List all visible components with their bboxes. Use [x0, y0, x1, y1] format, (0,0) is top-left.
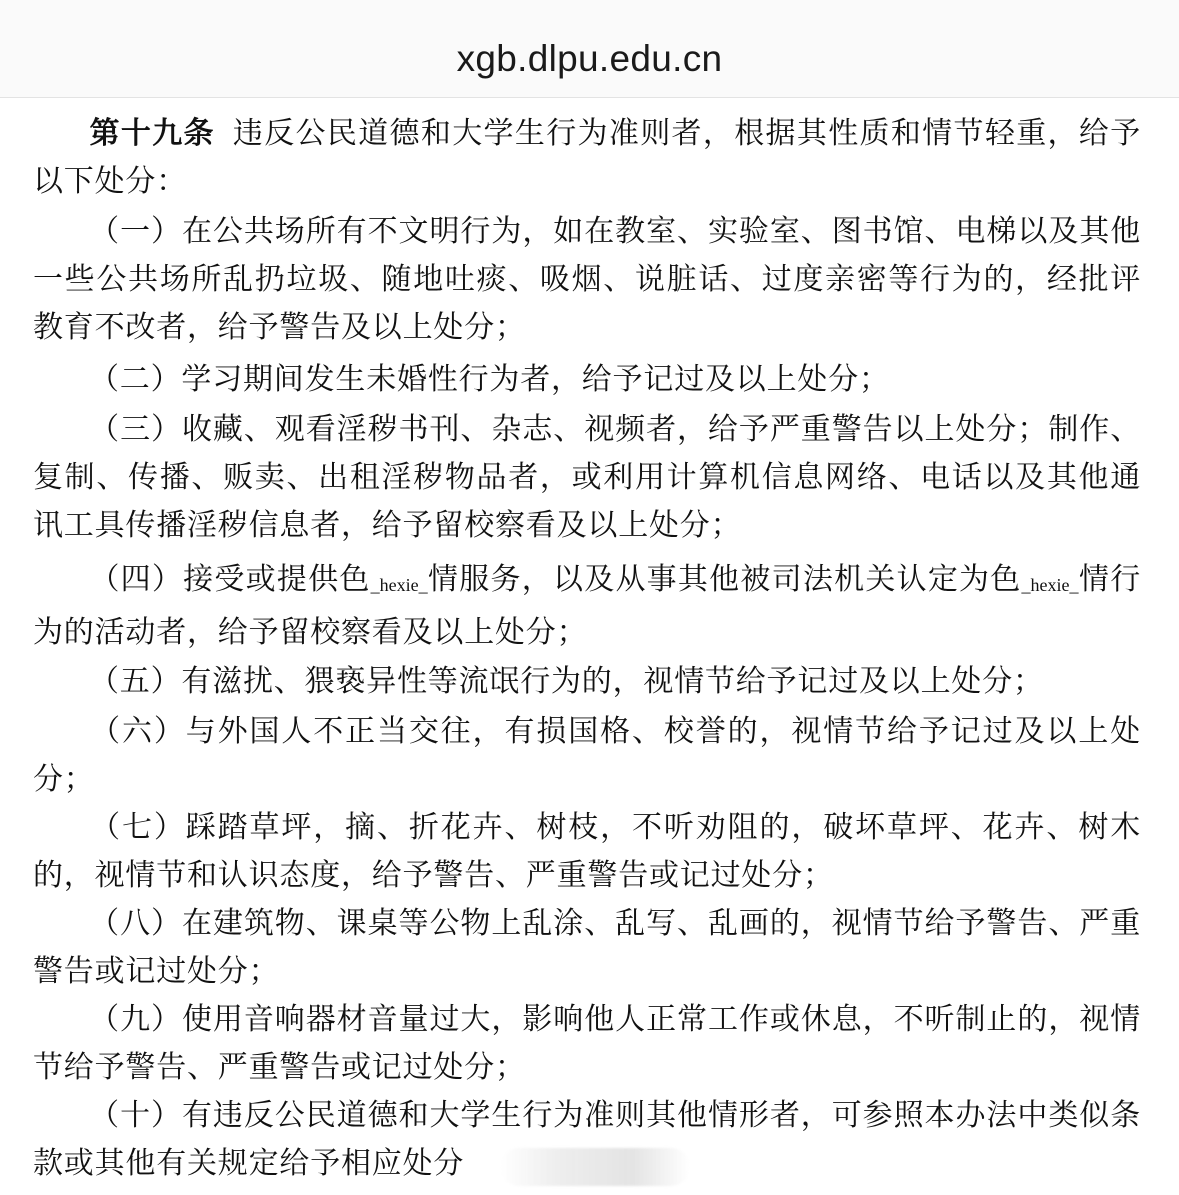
list-item [33, 556, 1141, 657]
list-item-text: （一）在公共场所有不文明行为，如在教室、实验室、图书馆、电梯以及其他一些公共场所乱扔垃圾、随地吐痰、吸烟、说脏话、过度亲密等行为的，经批评教育不改者，给予警告及以上处分； [33, 214, 1141, 345]
browser-address-bar[interactable] [0, 0, 1179, 98]
article-intro [33, 110, 1141, 206]
list-item-text: （六）与外国人不正当交往，有损国格、校誉的，视情节给予记过及以上处分； [33, 714, 1141, 797]
list-item [33, 996, 1141, 1092]
list-item [33, 804, 1141, 900]
article-intro-text: 违反公民道德和大学生行为准则者，根据其性质和情节轻重，给予以下处分： [33, 116, 1141, 199]
list-item-text: （十）有违反公民道德和大学生行为准则其他情形者，可参照本办法中类似条款或其他有关规定给予相应处分 [33, 1098, 1141, 1181]
list-item-text: （五）有滋扰、猥亵异性等流氓行为的，视情节给予记过及以上处分； [89, 664, 1044, 699]
censor-tag: _hexie_ [1021, 575, 1079, 595]
list-item [33, 708, 1141, 804]
list-item [33, 406, 1141, 550]
list-item [33, 658, 1141, 706]
list-item [33, 356, 1141, 404]
list-item-text: （九）使用音响器材音量过大，影响他人正常工作或休息，不听制止的，视情节给予警告、严重警告或记过处分； [33, 1002, 1141, 1085]
censor-tag: _hexie_ [370, 575, 428, 595]
url-text[interactable]: xgb.dlpu.edu.cn [456, 38, 723, 79]
list-item-text-part2: 情服务，以及从事其他被司法机关认定为色 [427, 562, 1022, 597]
article-title: 第十九条 [89, 116, 215, 151]
list-item-text: （八）在建筑物、课桌等公物上乱涂、乱写、乱画的，视情节给予警告、严重警告或记过处分； [33, 906, 1141, 989]
list-item-text: （二）学习期间发生未婚性行为者，给予记过及以上处分； [89, 362, 890, 397]
list-item-text: （三）收藏、观看淫秽书刊、杂志、视频者，给予严重警告以上处分；制作、复制、传播、贩卖、出租淫秽物品者，或利用计算机信息网络、电话以及其他通讯工具传播淫秽信息者，给予留校察看及以上处分； [33, 412, 1141, 543]
list-item-text-part1: （四）接受或提供色 [89, 562, 371, 597]
watermark-overlay [500, 1148, 690, 1186]
list-item [33, 208, 1141, 352]
list-item-text: （七）踩踏草坪，摘、折花卉、树枝，不听劝阻的，破坏草坪、花卉、树木的，视情节和认识态度，给予警告、严重警告或记过处分； [33, 810, 1141, 893]
document-content [33, 98, 1141, 1195]
list-item [33, 900, 1141, 996]
list-item-text-part3: 情行为的活动者，给予留校察看及以上处分； [33, 562, 1141, 650]
